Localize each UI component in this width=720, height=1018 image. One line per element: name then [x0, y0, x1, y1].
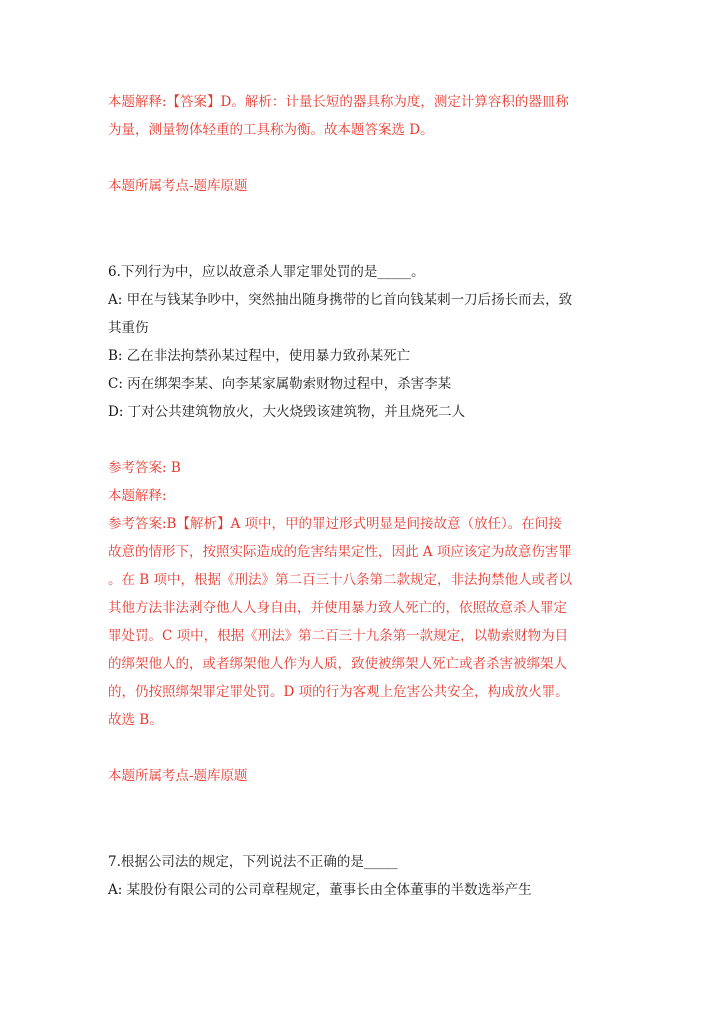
explanation-line: 罪处罚。C 项中，根据《刑法》第二百三十九条第一款规定，以勒索财物为目	[108, 628, 569, 644]
explanation-line: 故选 B。	[108, 712, 163, 728]
explanation-line: 。在 B 项中，根据《刑法》第二百三十八条第二款规定，非法拘禁他人或者以	[108, 572, 573, 588]
question-source: 本题所属考点-题库原题	[108, 768, 248, 784]
explanation-line: 的，仍按照绑架罪定罪处罚。D 项的行为客观上危害公共安全，构成放火罪。	[108, 684, 569, 700]
question-stem: 6.下列行为中，应以故意杀人罪定罪处罚的是_____。	[108, 264, 425, 280]
option-b: B: 乙在非法拘禁孙某过程中，使用暴力致孙某死亡	[108, 348, 411, 364]
question-stem: 7.根据公司法的规定，下列说法不正确的是_____	[108, 854, 398, 870]
explanation-line: 本题解释:【答案】D。解析：计量长短的器具称为度，测定计算容积的器皿称	[108, 94, 569, 110]
option-a-continued: 其重伤	[108, 320, 149, 336]
explanation-line: 为量，测量物体轻重的工具称为衡。故本题答案选 D。	[108, 122, 434, 138]
explanation-line: 故意的情形下，按照实际造成的危害结果定性，因此 A 项应该定为故意伤害罪	[108, 544, 572, 560]
explanation-label: 本题解释:	[108, 488, 167, 504]
explanation-line: 其他方法非法剥夺他人人身自由，并使用暴力致人死亡的，依照故意杀人罪定	[108, 600, 567, 616]
question-source: 本题所属考点-题库原题	[108, 178, 248, 194]
option-c: C: 丙在绑架李某、向李某家属勒索财物过程中，杀害李某	[108, 376, 452, 392]
explanation-line: 的绑架他人的，或者绑架他人作为人质，致使被绑架人死亡或者杀害被绑架人	[108, 656, 567, 672]
reference-answer: 参考答案: B	[108, 460, 181, 476]
explanation-line: 参考答案:B【解析】A 项中，甲的罪过形式明显是间接故意（放任）。在间接	[108, 516, 562, 532]
option-d: D: 丁对公共建筑物放火，大火烧毁该建筑物，并且烧死二人	[108, 404, 466, 420]
option-a: A: 某股份有限公司的公司章程规定，董事长由全体董事的半数选举产生	[108, 882, 532, 898]
option-a: A: 甲在与钱某争吵中，突然抽出随身携带的匕首向钱某刺一刀后扬长而去，致	[108, 292, 573, 308]
